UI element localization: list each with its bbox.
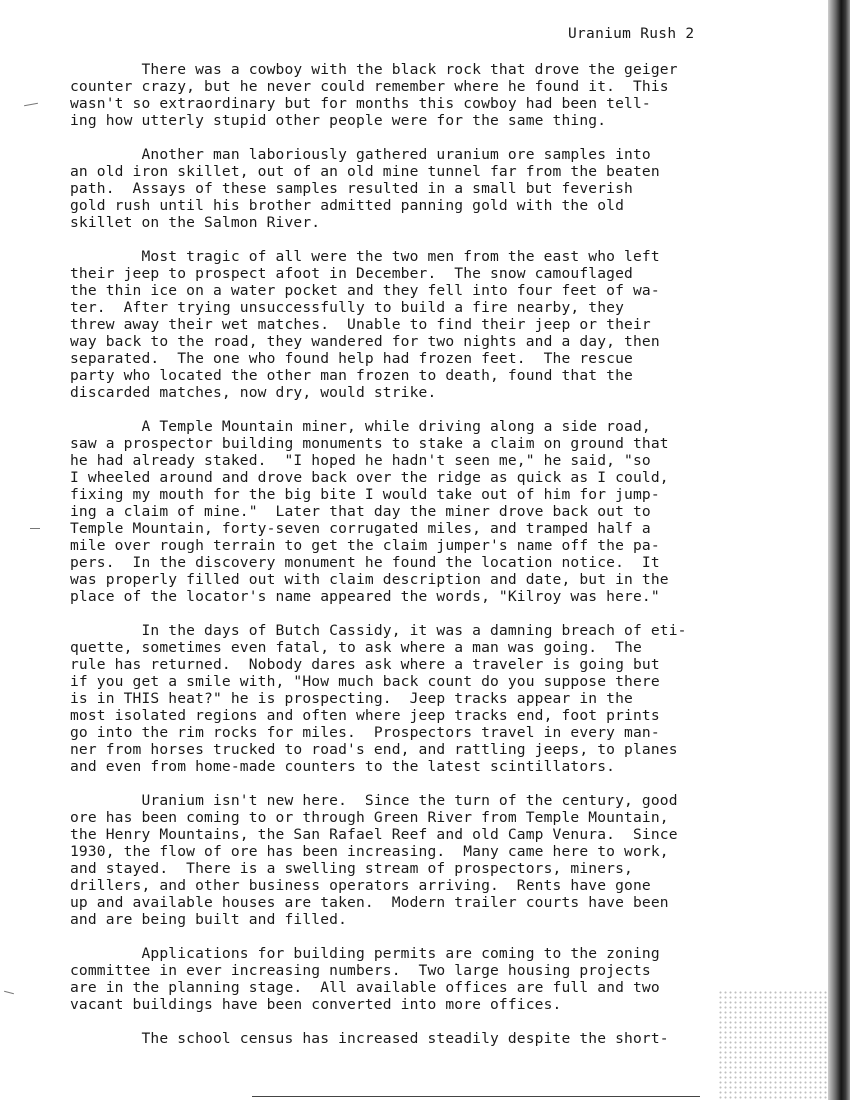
- text-line: and are being built and filled.: [70, 911, 348, 928]
- text-line: threw away their wet matches. Unable to find their jeep or their: [70, 316, 651, 333]
- text-line: discarded matches, now dry, would strike.: [70, 384, 437, 401]
- text-line: A Temple Mountain miner, while driving along a side road,: [70, 418, 651, 435]
- text-line: the Henry Mountains, the San Rafael Reef and old Camp Venura. Since: [70, 826, 678, 843]
- text-line: The school census has increased steadily despite the short-: [70, 1030, 669, 1047]
- text-line: he had already staked. "I hoped he hadn't seen me," he said, "so: [70, 452, 651, 469]
- text-line: and even from home-made counters to the latest scintillators.: [70, 758, 616, 775]
- text-line: drillers, and other business operators arriving. Rents have gone: [70, 877, 651, 894]
- text-line: Applications for building permits are coming to the zoning: [70, 945, 660, 962]
- text-line: wasn't so extraordinary but for months this cowboy had been tell-: [70, 95, 651, 112]
- text-line: In the days of Butch Cassidy, it was a damning breach of eti-: [70, 622, 687, 639]
- text-line: path. Assays of these samples resulted in a small but feverish: [70, 180, 633, 197]
- text-line: is in THIS heat?" he is prospecting. Jeep tracks appear in the: [70, 690, 633, 707]
- text-line: ing how utterly stupid other people were for the same thing.: [70, 112, 607, 129]
- text-line: mile over rough terrain to get the claim jumper's name off the pa-: [70, 537, 660, 554]
- paragraph-uranium-history: [70, 792, 760, 928]
- text-line: place of the locator's name appeared the words, "Kilroy was here.": [70, 588, 660, 605]
- text-line: saw a prospector building monuments to stake a claim on ground that: [70, 435, 669, 452]
- text-line: go into the rim rocks for miles. Prospectors travel in every man-: [70, 724, 660, 741]
- page-header: Uranium Rush 2: [568, 26, 695, 42]
- text-line: There was a cowboy with the black rock that drove the geiger: [70, 61, 678, 78]
- text-line: skillet on the Salmon River.: [70, 214, 321, 231]
- text-line: 1930, the flow of ore has been increasing. Many came here to work,: [70, 843, 669, 860]
- text-line: gold rush until his brother admitted panning gold with the old: [70, 197, 625, 214]
- text-line: up and available houses are taken. Modern trailer courts have been: [70, 894, 669, 911]
- paragraph-school-census: [70, 1030, 760, 1047]
- text-line: ter. After trying unsuccessfully to build a fire nearby, they: [70, 299, 625, 316]
- margin-mark: [4, 991, 14, 995]
- text-line: quette, sometimes even fatal, to ask where a man was going. The: [70, 639, 642, 656]
- text-line: Temple Mountain, forty-seven corrugated miles, and tramped half a: [70, 520, 651, 537]
- text-line: committee in ever increasing numbers. Two large housing projects: [70, 962, 651, 979]
- text-line: most isolated regions and often where jeep tracks end, foot prints: [70, 707, 660, 724]
- text-line: was properly filled out with claim description and date, but in the: [70, 571, 669, 588]
- text-line: rule has returned. Nobody dares ask where a traveler is going but: [70, 656, 660, 673]
- text-line: their jeep to prospect afoot in December. The snow camouflaged: [70, 265, 633, 282]
- footer-rule: [252, 1096, 700, 1097]
- text-line: ner from horses trucked to road's end, and rattling jeeps, to planes: [70, 741, 678, 758]
- paragraph-building-permits: [70, 945, 760, 1013]
- text-line: and stayed. There is a swelling stream of prospectors, miners,: [70, 860, 633, 877]
- scan-edge-shadow: [828, 0, 850, 1100]
- margin-mark: [30, 528, 40, 529]
- paragraph-skillet: [70, 146, 760, 231]
- text-line: ing a claim of mine." Later that day the miner drove back out to: [70, 503, 651, 520]
- text-line: I wheeled around and drove back over the ridge as quick as I could,: [70, 469, 669, 486]
- text-line: vacant buildings have been converted into more offices.: [70, 996, 562, 1013]
- text-line: if you get a smile with, "How much back count do you suppose there: [70, 673, 660, 690]
- text-line: an old iron skillet, out of an old mine tunnel far from the beaten: [70, 163, 660, 180]
- text-line: Most tragic of all were the two men from the east who left: [70, 248, 660, 265]
- text-line: party who located the other man frozen to death, found that the: [70, 367, 633, 384]
- text-line: Another man laboriously gathered uranium ore samples into: [70, 146, 651, 163]
- margin-mark: [24, 103, 38, 106]
- text-line: counter crazy, but he never could remember where he found it. This: [70, 78, 669, 95]
- paragraph-temple-mountain: [70, 418, 760, 605]
- text-line: ore has been coming to or through Green River from Temple Mountain,: [70, 809, 669, 826]
- text-line: pers. In the discovery monument he found the location notice. It: [70, 554, 660, 571]
- document-body: [70, 61, 760, 1064]
- text-line: separated. The one who found help had frozen feet. The rescue: [70, 350, 633, 367]
- text-line: Uranium isn't new here. Since the turn of the century, good: [70, 792, 678, 809]
- paragraph-tragic: [70, 248, 760, 401]
- text-line: are in the planning stage. All available offices are full and two: [70, 979, 660, 996]
- text-line: way back to the road, they wandered for two nights and a day, then: [70, 333, 660, 350]
- text-line: the thin ice on a water pocket and they fell into four feet of wa-: [70, 282, 660, 299]
- text-line: fixing my mouth for the big bite I would take out of him for jump-: [70, 486, 660, 503]
- paragraph-butch-cassidy: [70, 622, 760, 775]
- scan-speckle-noise: [718, 990, 828, 1100]
- paragraph-cowboy: [70, 61, 760, 129]
